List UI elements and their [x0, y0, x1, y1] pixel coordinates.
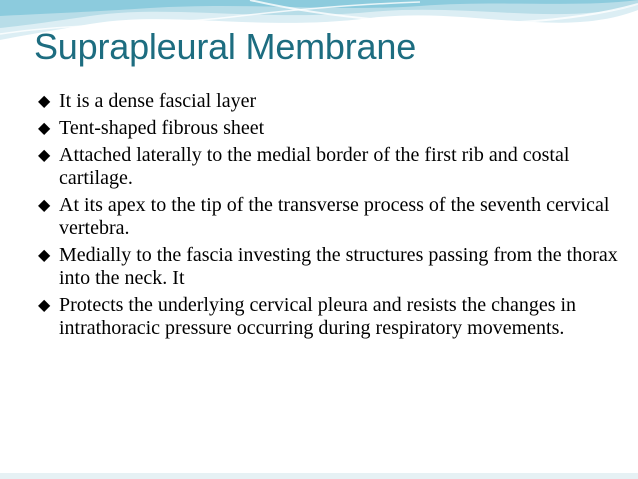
bottom-decorative-strip: [0, 473, 638, 479]
bullet-item: [38, 194, 618, 240]
bullet-text: Medially to the fascia investing the structures passing from the thorax into the neck. It: [59, 244, 618, 289]
bullet-diamond-icon: ◆: [38, 93, 51, 110]
bullet-text: Tent-shaped fibrous sheet: [59, 117, 265, 139]
bullet-item: [38, 90, 618, 113]
bullet-text: Protects the underlying cervical pleura and resists the changes in intrathoracic pressure occurring during respiratory movements.: [59, 294, 577, 339]
bullet-diamond-icon: ◆: [38, 297, 51, 314]
slide-title: Suprapleural Membrane: [34, 26, 417, 67]
bullet-text: At its apex to the tip of the transverse process of the seventh cervical vertebra.: [59, 194, 610, 239]
bullet-list: [38, 90, 618, 344]
bullet-diamond-icon: ◆: [38, 247, 51, 264]
bullet-item: [38, 117, 618, 140]
bullet-item: [38, 294, 618, 340]
bullet-text: It is a dense fascial layer: [59, 90, 257, 112]
bullet-text: Attached laterally to the medial border of the first rib and costal cartilage.: [59, 144, 570, 189]
bullet-diamond-icon: ◆: [38, 197, 51, 214]
bullet-item: [38, 144, 618, 190]
bullet-diamond-icon: ◆: [38, 147, 51, 164]
bullet-item: [38, 244, 618, 290]
bullet-diamond-icon: ◆: [38, 120, 51, 137]
